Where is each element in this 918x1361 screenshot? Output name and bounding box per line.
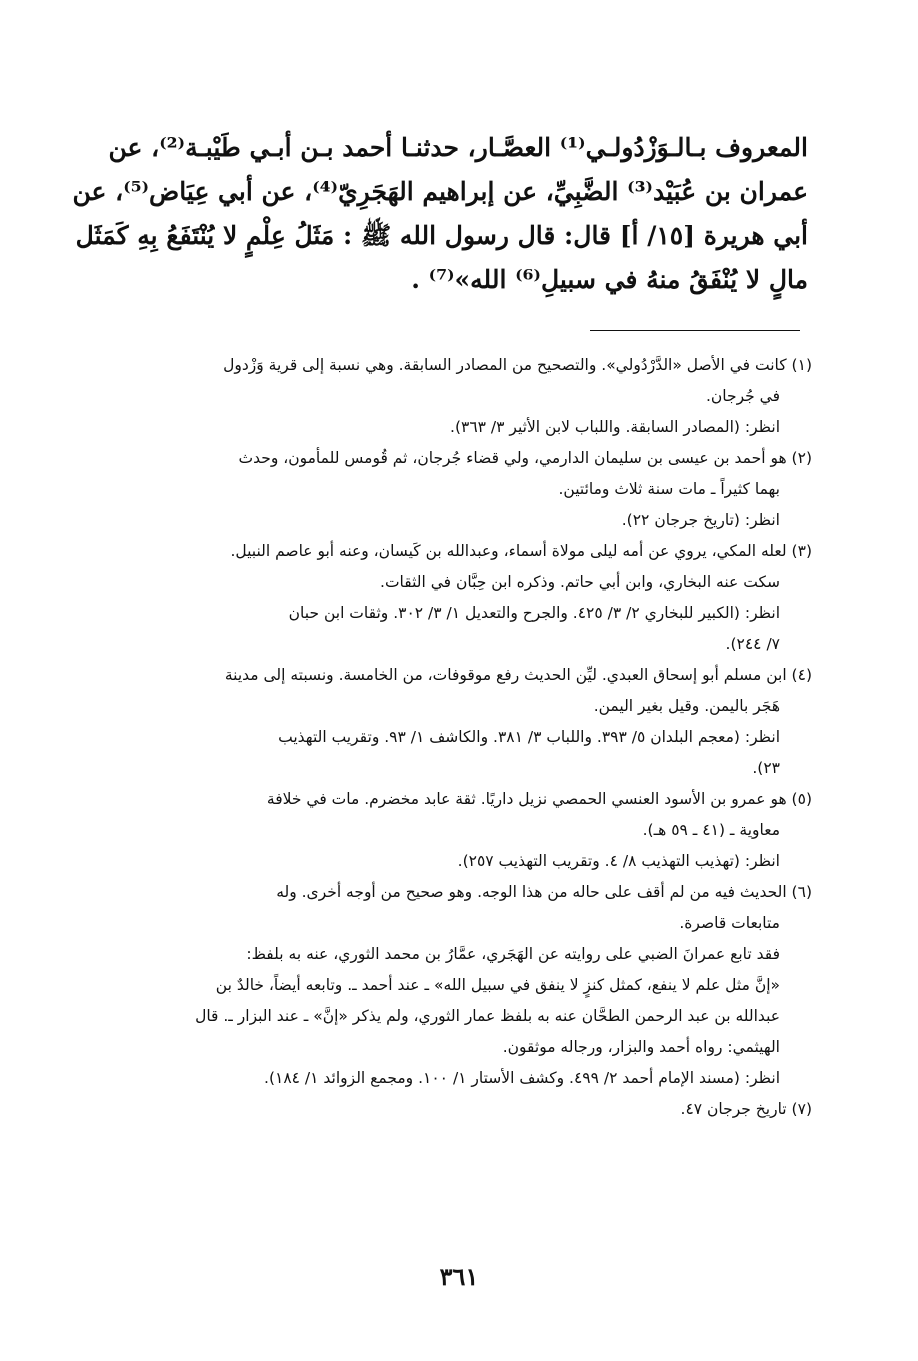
- footnote-line: (٧) تاريخ جرجان ٤٧.: [680, 1100, 812, 1118]
- main-text-line: أبي هريرة [١٥/ أ] قال: قال رسول الله ﷺ : مَثَلُ عِلْمٍ لا يُنْتَفَعُ بِهِ كَمَثَل: [75, 221, 808, 250]
- footnote-line: (٦) الحديث فيه من لم أقف على حاله من هذا الوجه. وهو صحيح من أوجه أخرى. وله: [276, 883, 812, 901]
- footnote-divider: [590, 330, 800, 331]
- main-text-line: مالٍ لا يُنْفَقُ منهُ في سبيلِ⁽⁶⁾ الله»⁽⁷⁾ .: [411, 265, 808, 294]
- footnote-line: معاوية ـ (٤١ ـ ٥٩ هـ).: [642, 821, 780, 839]
- footnote-line: (٢) هو أحمد بن عيسى بن سليمان الدارمي، ولي قضاء جُرجان، ثم قُومس للمأمون، وحدث: [238, 449, 812, 467]
- footnote-line: الهيثمي: رواه أحمد والبزار، ورجاله موثقون.: [502, 1038, 780, 1056]
- footnote-line: ٢٣).: [752, 759, 780, 777]
- footnotes: [100, 350, 812, 1125]
- footnote-line: «إنَّ مثل علم لا ينفع، كمثل كنزٍ لا ينفق في سبيل الله» ـ عند أحمد ـ. وتابعه أيضاً، خالدٌ بن: [215, 976, 780, 994]
- footnote-line: عبدالله بن عبد الرحمن الطحَّان عنه به بلفظ عمار الثوري، ولم يذكر «إنَّ» ـ عند البزار ـ. قال: [195, 1007, 780, 1025]
- footnote-line: متابعات قاصرة.: [679, 914, 780, 932]
- footnote-line: (٥) هو عمرو بن الأسود العنسي الحمصي نزيل داريًا. ثقة عابد مخضرم. مات في خلافة: [266, 790, 812, 808]
- footnote-line: فقد تابع عمرانَ الضبي على روايته عن الهَجَري، عمَّارُ بن محمد الثوري، عنه به بلفظ:: [246, 945, 780, 963]
- footnote-line: انظر: (معجم البلدان ٥/ ٣٩٣. واللباب ٣/ ٣٨١. والكاشف ١/ ٩٣. وتقريب التهذيب: [278, 728, 780, 746]
- main-text-line: عمران بن عُبَيْد⁽³⁾ الضَّبِيِّ، عن إبراهيم الهَجَرِيّ⁽⁴⁾، عن أبي عِيَاض⁽⁵⁾، عن: [72, 177, 808, 206]
- footnote-line: ٧/ ٢٤٤).: [725, 635, 780, 653]
- page-number: ٣٦١: [439, 1262, 479, 1291]
- main-text-line: المعروف بـالـوَزْدُولـي⁽¹⁾ العصَّـار، حدثنـا أحمد بـن أبـي طَيْبـة⁽²⁾، عن: [108, 133, 808, 162]
- footnote-line: بهما كثيراً ـ مات سنة ثلاث ومائتين.: [558, 480, 780, 498]
- footnote-line: في جُرجان.: [705, 387, 780, 405]
- footnote-line: انظر: (تاريخ جرجان ٢٢).: [621, 511, 780, 529]
- footnote-line: (١) كانت في الأصل «الدَّرْدُولي». والتصحيح من المصادر السابقة. وهي نسبة إلى قرية وَزْدول: [223, 356, 812, 374]
- footnote-line: انظر: (المصادر السابقة. واللباب لابن الأثير ٣/ ٣٦٣).: [450, 418, 780, 436]
- footnote-line: سكت عنه البخاري، وابن أبي حاتم. وذكره ابن حِبَّان في الثقات.: [380, 573, 780, 591]
- main-text: [72, 126, 808, 302]
- footnote-line: هَجَر باليمن. وقيل بغير اليمن.: [593, 697, 780, 715]
- footnote-line: (٤) ابن مسلم أبو إسحاق العبدي. ليِّن الحديث رفع موقوفات، من الخامسة. ونسبته إلى مدينة: [224, 666, 812, 684]
- footnote-line: انظر: (الكبير للبخاري ٢/ ٣/ ٤٢٥. والجرح والتعديل ١/ ٣/ ٣٠٢. وثقات ابن حبان: [288, 604, 780, 622]
- footnote-line: (٣) لعله المكي، يروي عن أمه ليلى مولاة أسماء، وعبدالله بن كَيسان، وعنه أبو عاصم النبيل.: [230, 542, 812, 560]
- footnote-line: انظر: (تهذيب التهذيب ٨/ ٤. وتقريب التهذيب ٢٥٧).: [457, 852, 780, 870]
- footnote-line: انظر: (مسند الإمام أحمد ٢/ ٤٩٩. وكشف الأستار ١/ ١٠٠. ومجمع الزوائد ١/ ١٨٤).: [264, 1069, 780, 1087]
